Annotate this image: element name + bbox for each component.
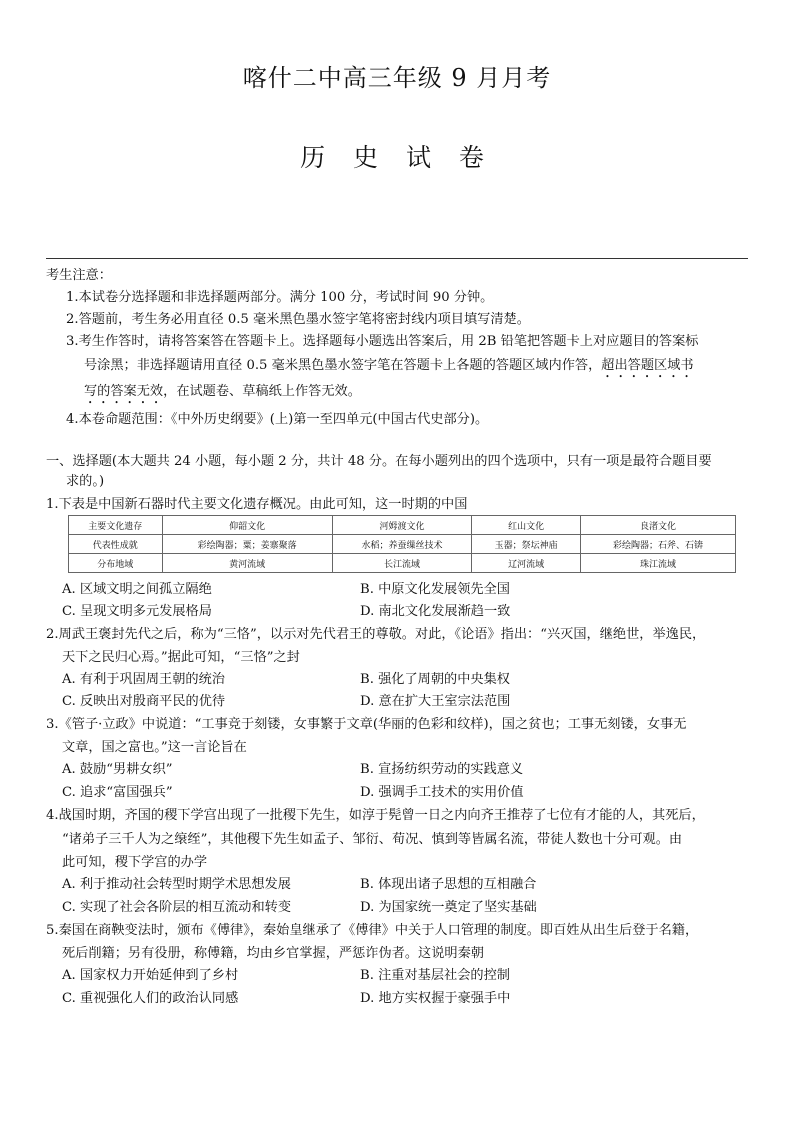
notice-heading: 考生注意：	[46, 268, 112, 283]
table-cell: 长江流域	[332, 554, 472, 573]
notice-item-2: 2.答题前，考生务必用直径 0.5 毫米黑色墨水签字笔将密封线内项目填写清楚。	[66, 312, 530, 327]
question-4-stem-line-2: “诸弟子三千人为之缞绖”，其他稷下先生如孟子、邹衍、荀况、慎到等皆属名流，带徒人数也十分可观。由	[62, 832, 683, 847]
question-4-option-a: A. 利于推动社会转型时期学术思想发展	[62, 877, 291, 892]
question-2-stem-line-1: 2.周武王褒封先代之后，称为“三恪”，以示对先代君王的尊敬。对此，《论语》指出：“兴灭国，继绝世，举逸民，	[46, 627, 706, 642]
question-1-stem: 1.下表是中国新石器时代主要文化遗存概况。由此可知，这一时期的中国	[46, 497, 468, 512]
question-4-stem-line-1: 4.战国时期，齐国的稷下学宫出现了一批稷下先生，如淳于髡曾一日之内向齐王推荐了七位有才能的人，其死后，	[46, 808, 705, 823]
notice-item-3-line-2	[84, 356, 694, 381]
section-1-instructions-cont: 求的。)	[66, 474, 105, 489]
question-5-stem-line-2: 死后削籍；另有役册，称傅籍，均由乡官掌握，严惩诈伪者。这说明秦朝	[62, 946, 484, 961]
notice-item-3-line-3-text: 在试题卷、草稿纸上作答无效。	[176, 384, 361, 399]
table-cell: 主要文化遗存	[69, 516, 163, 535]
table-cell: 玉器；祭坛神庙	[472, 535, 581, 554]
notice-item-1: 1.本试卷分选择题和非选择题两部分。满分 100 分，考试时间 90 分钟。	[66, 290, 494, 305]
question-5-stem-line-1: 5.秦国在商鞅变法时，颁布《傅律》，秦始皇继承了《傅律》中关于人口管理的制度。即百姓从出生后登于名籍，	[46, 923, 699, 938]
table-row	[69, 516, 736, 535]
question-3-option-b: B. 宣扬纺织劳动的实践意义	[360, 762, 524, 777]
question-4-option-b: B. 体现出诸子思想的互相融合	[360, 877, 537, 892]
table-cell: 水稻；养蚕缫丝技术	[332, 535, 472, 554]
question-1-option-d: D. 南北文化发展渐趋一致	[360, 604, 511, 619]
question-4-option-c: C. 实现了社会各阶层的相互流动和转变	[62, 900, 292, 915]
question-3-option-a: A. 鼓励“男耕女织”	[62, 762, 173, 777]
notice-item-4: 4.本卷命题范围：《中外历史纲要》(上)第一至四单元(中国古代史部分)。	[66, 412, 489, 427]
table-cell: 辽河流域	[472, 554, 581, 573]
table-cell: 黄河流域	[162, 554, 332, 573]
question-3-stem-line-1: 3.《管子·立政》中说道：“工事竞于刻镂，女事繁于文章(华丽的色彩和纹样)，国之贫也；工事无刻镂，女事无	[46, 717, 687, 732]
section-1-instructions: 一、选择题(本大题共 24 小题，每小题 2 分，共计 48 分。在每小题列出的四个选项中，只有一项是最符合题目要	[46, 454, 712, 469]
question-1-option-c: C. 呈现文明多元发展格局	[62, 604, 212, 619]
question-5-option-d: D. 地方实权握于豪强手中	[360, 991, 511, 1006]
notice-item-3-emphasis-2: 写的答案无效，	[84, 384, 177, 399]
question-5-option-b: B. 注重对基层社会的控制	[360, 968, 510, 983]
question-5-option-a: A. 国家权力开始延伸到了乡村	[62, 968, 239, 983]
table-row	[69, 535, 736, 554]
notice-item-3-line-2-text: 号涂黑；非选择题请用直径 0.5 毫米黑色墨水签字笔在答题卡上各题的答题区域内作答，	[84, 358, 602, 373]
table-cell: 良渚文化	[581, 516, 736, 535]
question-3-stem-line-2: 文章，国之富也。”这一言论旨在	[62, 740, 247, 755]
question-3-option-d: D. 强调手工技术的实用价值	[360, 785, 524, 800]
question-2-option-b: B. 强化了周朝的中央集权	[360, 672, 510, 687]
question-1-option-a: A. 区域文明之间孤立隔绝	[62, 582, 212, 597]
notice-item-3-emphasis-1: 超出答题区域书	[601, 358, 694, 373]
exam-title: 喀什二中高三年级 9 月月考	[242, 64, 552, 92]
table-cell: 代表性成就	[69, 535, 163, 554]
notice-item-3-line-1: 3.考生作答时，请将答案答在答题卡上。选择题每小题选出答案后，用 2B 铅笔把答题卡上对应题目的答案标	[66, 334, 699, 349]
table-cell: 红山文化	[472, 516, 581, 535]
table-row	[69, 554, 736, 573]
header-divider	[46, 258, 748, 259]
question-1-option-b: B. 中原文化发展领先全国	[360, 582, 510, 597]
question-4-option-d: D. 为国家统一奠定了坚实基础	[360, 900, 537, 915]
question-3-option-c: C. 追求“富国强兵”	[62, 785, 173, 800]
subject-title: 历 史 试 卷	[300, 143, 494, 172]
table-cell: 仰韶文化	[162, 516, 332, 535]
question-2-option-d: D. 意在扩大王室宗法范围	[360, 694, 511, 709]
notice-item-3-line-3	[84, 382, 361, 407]
question-2-stem-line-2: 天下之民归心焉。”据此可知，“三恪”之封	[62, 650, 300, 665]
question-5-option-c: C. 重视强化人们的政治认同感	[62, 991, 239, 1006]
question-4-stem-line-3: 此可知，稷下学宫的办学	[62, 855, 208, 870]
table-cell: 珠江流域	[581, 554, 736, 573]
question-2-option-c: C. 反映出对殷商平民的优待	[62, 694, 226, 709]
table-cell: 河姆渡文化	[332, 516, 472, 535]
table-cell: 彩绘陶器；石斧、石锛	[581, 535, 736, 554]
table-cell: 彩绘陶器；粟；姜寨聚落	[162, 535, 332, 554]
question-2-option-a: A. 有利于巩固周王朝的统治	[62, 672, 225, 687]
table-cell: 分布地域	[69, 554, 163, 573]
neolithic-culture-table	[68, 515, 736, 573]
